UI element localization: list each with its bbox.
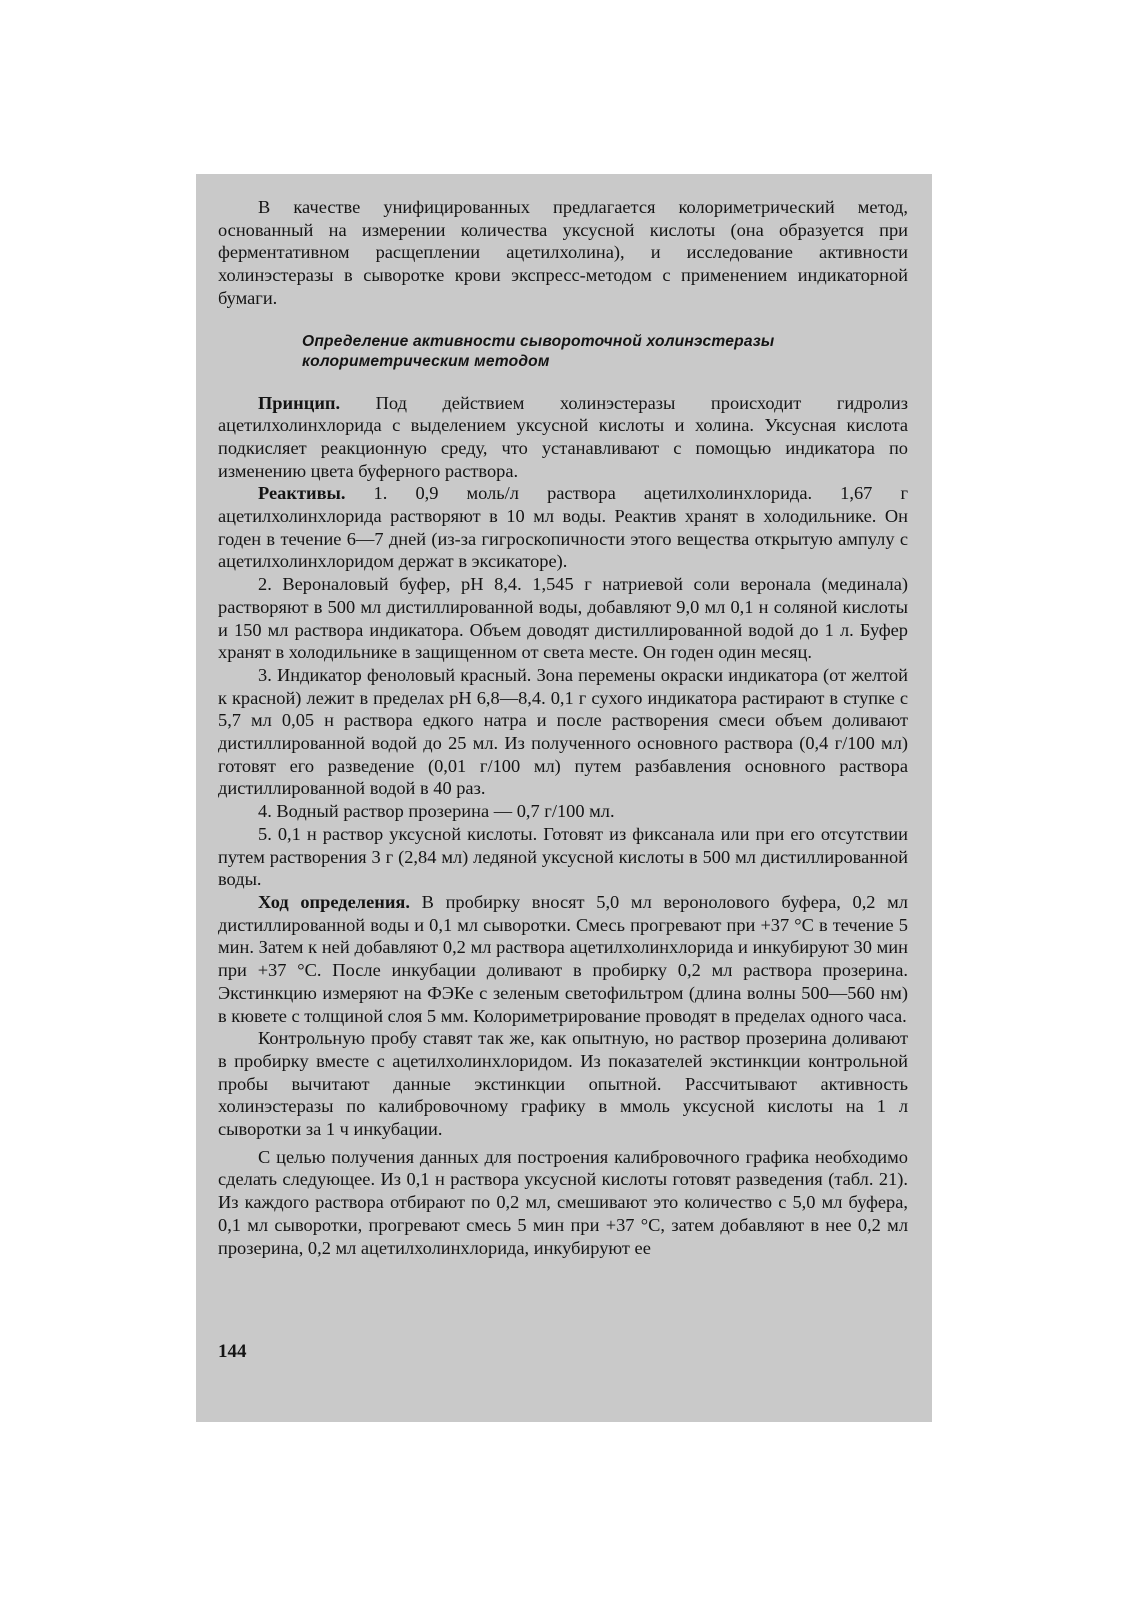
- reagent-item-1: 1. 0,9 моль/л раствора ацетилхолинхлорида. 1,67 г ацетилхолинхлорида растворяют в 10 мл воды. Реактив хранят в холодильнике. Он годен в течение 6—7 дней (из-за гигроскопичности этого вещества открытую ампулу с ацетилхолинхлоридом держат в эксикаторе).: [218, 483, 908, 572]
- book-page: [196, 174, 932, 1422]
- intro-paragraph: В качестве унифицированных предлагается колориметрический метод, основанный на измерении количества уксусной кислоты (она образуется при ферментативном расщеплении ацетилхолина), и исследование активности холинэстеразы в сыворотке крови экспресс-методом с применением индикаторной бумаги.: [218, 197, 908, 308]
- procedure-label: Ход определения.: [258, 891, 410, 912]
- reagent-item-5: 5. 0,1 н раствор уксусной кислоты. Готовят из фиксанала или при его отсутствии путем растворения 3 г (2,84 мл) ледяной уксусной кислоты в 500 мл дистиллированной воды.: [218, 823, 908, 890]
- page-number: 144: [218, 1341, 247, 1363]
- reagent-item-2: 2. Вероналовый буфер, pH 8,4. 1,545 г натриевой соли веронала (мединала) растворяют в 500 мл дистиллированной воды, добавляют 9,0 мл 0,1 н соляной кислоты и 150 мл раствора индикатора. Объем доводят дистиллированной водой до 1 л. Буфер хранят в холодильнике в защищенном от света месте. Он годен один месяц.: [218, 574, 908, 663]
- section-heading-line-2: колориметрическим методом: [302, 352, 550, 370]
- procedure-text: В пробирку вносят 5,0 мл веронолового буфера, 0,2 мл дистиллированной воды и 0,1 мл сыворотки. Смесь прогревают при +37 °С в течение 5 мин. Затем к ней добавляют 0,2 мл раствора ацетилхолинхлорида и инкубируют 30 мин при +37 °С. После инкубации доливают в пробирку 0,2 мл раствора прозерина. Экстинкцию измеряют на ФЭКе с зеленым светофильтром (длина волны 500—560 нм) в кювете с толщиной слоя 5 мм. Колориметрирование проводят в пределах одного часа.: [218, 891, 908, 1026]
- principle-paragraph: [218, 392, 908, 483]
- calibration-paragraph: С целью получения данных для построения калибровочного графика необходимо сделать следующее. Из 0,1 н раствора уксусной кислоты готовят разведения (табл. 21). Из каждого раствора отбирают по 0,2 мл, смешивают это количество с 5,0 мл буфера, 0,1 мл сыворотки, прогревают смесь 5 мин при +37 °С, затем добавляют в нее 0,2 мл прозерина, 0,2 мл ацетилхолинхлорида, инкубируют ее: [218, 1146, 908, 1258]
- reagents-paragraph: [218, 482, 908, 573]
- principle-label: Принцип.: [258, 392, 341, 413]
- section-heading-line-1: Определение активности сывороточной холинэстеразы: [302, 332, 775, 350]
- section-heading: [302, 332, 908, 372]
- control-paragraph: Контрольную пробу ставят так же, как опытную, но раствор прозерина доливают в пробирку вместе с ацетилхолинхлоридом. Из показателей экстинкции контрольной пробы вычитают данные экстинкции опытной. Рассчитывают активность холинэстеразы по калибровочному графику в ммоль уксусной кислоты на 1 л сыворотки за 1 ч инкубации.: [218, 1028, 908, 1140]
- reagent-item-3: 3. Индикатор феноловый красный. Зона перемены окраски индикатора (от желтой к красной) лежит в пределах pH 6,8—8,4. 0,1 г сухого индикатора растирают в ступке с 5,7 мл 0,05 н раствора едкого натра и после растворения смеси объем доливают дистиллированной водой до 25 мл. Из полученного основного раствора (0,4 г/100 мл) готовят его разведение (0,01 г/100 мл) путем разбавления основного раствора дистиллированной водой в 40 раз.: [218, 664, 908, 799]
- reagents-label: Реактивы.: [258, 483, 346, 504]
- procedure-paragraph: [218, 891, 908, 1027]
- reagent-item-4: 4. Водный раствор прозерина — 0,7 г/100 мл.: [258, 801, 615, 822]
- principle-text: Под действием холинэстеразы происходит гидролиз ацетилхолинхлорида с выделением уксусной кислоты и холина. Уксусная кислота подкисляет реакционную среду, что устанавливают с помощью индикатора по изменению цвета буферного раствора.: [218, 392, 908, 481]
